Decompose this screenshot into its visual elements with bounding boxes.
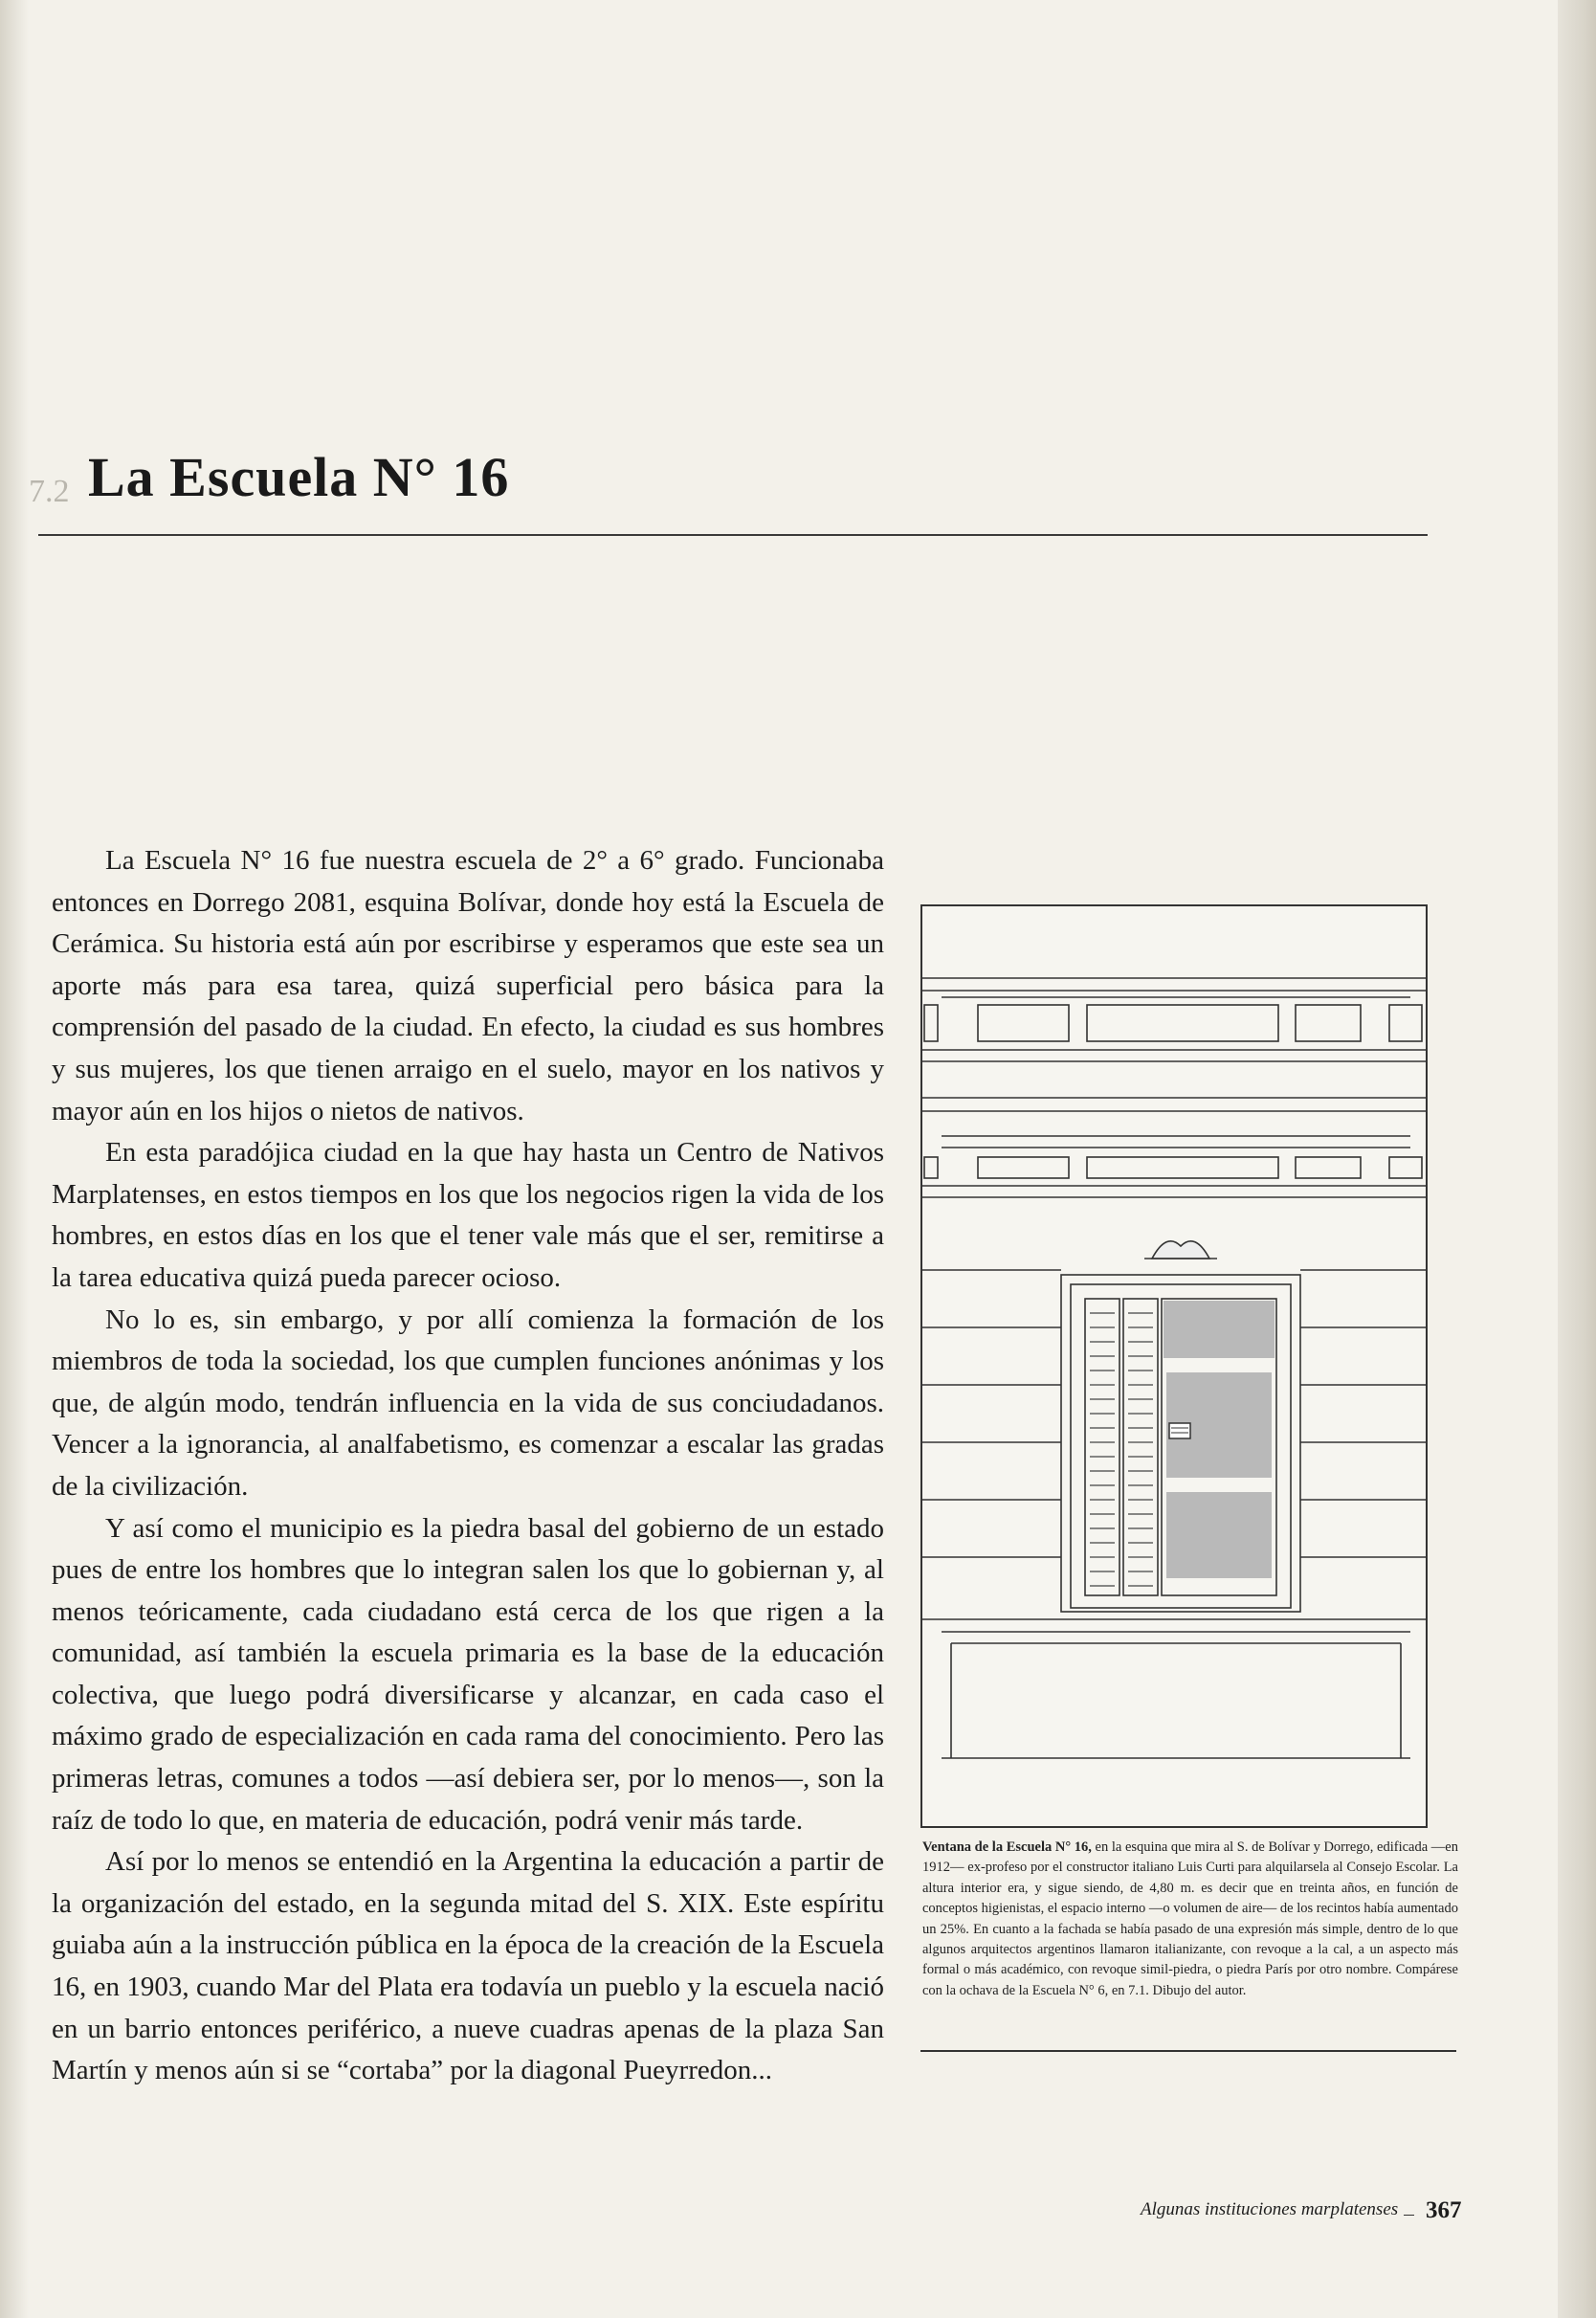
figure-caption xyxy=(922,1838,1458,2001)
section-title: La Escuela N° 16 xyxy=(88,446,510,508)
binding-shadow xyxy=(0,0,29,2318)
caption-lead: Ventana de la Escuela N° 16, xyxy=(922,1839,1092,1855)
caption-text: en la esquina que mira al S. de Bolívar y Dorrego, edificada —en 1912— ex-profeso por el constructor italiano Luis Curti para alquilarsela al Consejo Escolar. La altura interior era, y sigue siendo, de 4,80 m. es decir que en treinta años, en función de conceptos higienistas, el espacio interno —o volumen de aire— de los recintos había aumentado un 25%. En cuanto a la fachada se había pasado de una expresión más simple, dentro de lo que algunos arquitectos argentinos llamaron italianizante, con revoque a la cal, a un aspecto más formal o más académico, con revoque simil-piedra, o piedra París por otro nombre. Compárese con la ochava de la Escuela N° 6, en 7.1. Dibujo del autor. xyxy=(922,1839,1458,1998)
page-number: 367 xyxy=(1426,2197,1462,2223)
paragraph-1: La Escuela N° 16 fue nuestra escuela de 2° a 6° grado. Funcionaba entonces en Dorrego 2081, esquina Bolívar, donde hoy está la Escuela de Cerámica. Su historia está aún por escribirse y esperamos que este sea un aporte más para esa tarea, quizá superficial pero básica para la comprensión del pasado de la ciudad. En efecto, la ciudad es sus hombres y sus mujeres, los que tienen arraigo en el suelo, mayor en los nativos y mayor aún en los hijos o nietos de nativos. xyxy=(52,845,884,1126)
caption-rule xyxy=(920,2050,1456,2052)
title-rule xyxy=(38,534,1428,536)
paragraph-5: Así por lo menos se entendió en la Argentina la educación a partir de la organización del estado, en la segunda mitad del S. XIX. Este espíritu guiaba aún a la instrucción pública en la época de la creación de la Escuela 16, en 1903, cuando Mar del Plata era todavía un pueblo y la escuela nació en un barrio entonces periférico, a nueve cuadras apenas de la plaza San Martín y menos aún si se “cortaba” por la diagonal Pueyrredon... xyxy=(52,1846,884,2086)
page-edge xyxy=(1558,0,1596,2318)
window-elevation-drawing xyxy=(922,906,1426,1826)
paragraph-2: En esta paradójica ciudad en la que hay hasta un Centro de Nativos Marplatenses, en estos tiempos en los que los negocios rigen la vida de los hombres, en estos días en los que el tener vale más que el ser, remitirse a la tarea educativa quizá pueda parecer ocioso. xyxy=(52,1137,884,1293)
window-drawing-figure xyxy=(920,904,1428,1828)
section-number: 7.2 xyxy=(29,474,70,509)
paragraph-3: No lo es, sin embargo, y por allí comienza la formación de los miembros de toda la sociedad, los que cumplen funciones anónimas y los que, de algún modo, tendrán influencia en la vida de sus conciudadanos. Vencer a la ignorancia, al analfabetismo, es comenzar a escalar las gradas de la civilización. xyxy=(52,1304,884,1502)
running-head: Algunas instituciones marplatenses xyxy=(1141,2199,1404,2220)
body-text xyxy=(52,840,884,2092)
paragraph-4: Y así como el municipio es la piedra basal del gobierno de un estado pues de entre los hombres que lo integran salen los que lo gobiernan y, al menos teóricamente, cada ciudadano está cerca de los que rigen a la comunidad, así también la escuela primaria es la base de la educación colectiva, que luego podrá diversificarse y alcanzar, en cada caso el máximo grado de especialización en cada rama del conocimiento. Pero las primeras letras, comunes a todos —así debiera ser, por lo menos—, son la raíz de todo lo que, en materia de educación, podrá venir más tarde. xyxy=(52,1512,884,1836)
